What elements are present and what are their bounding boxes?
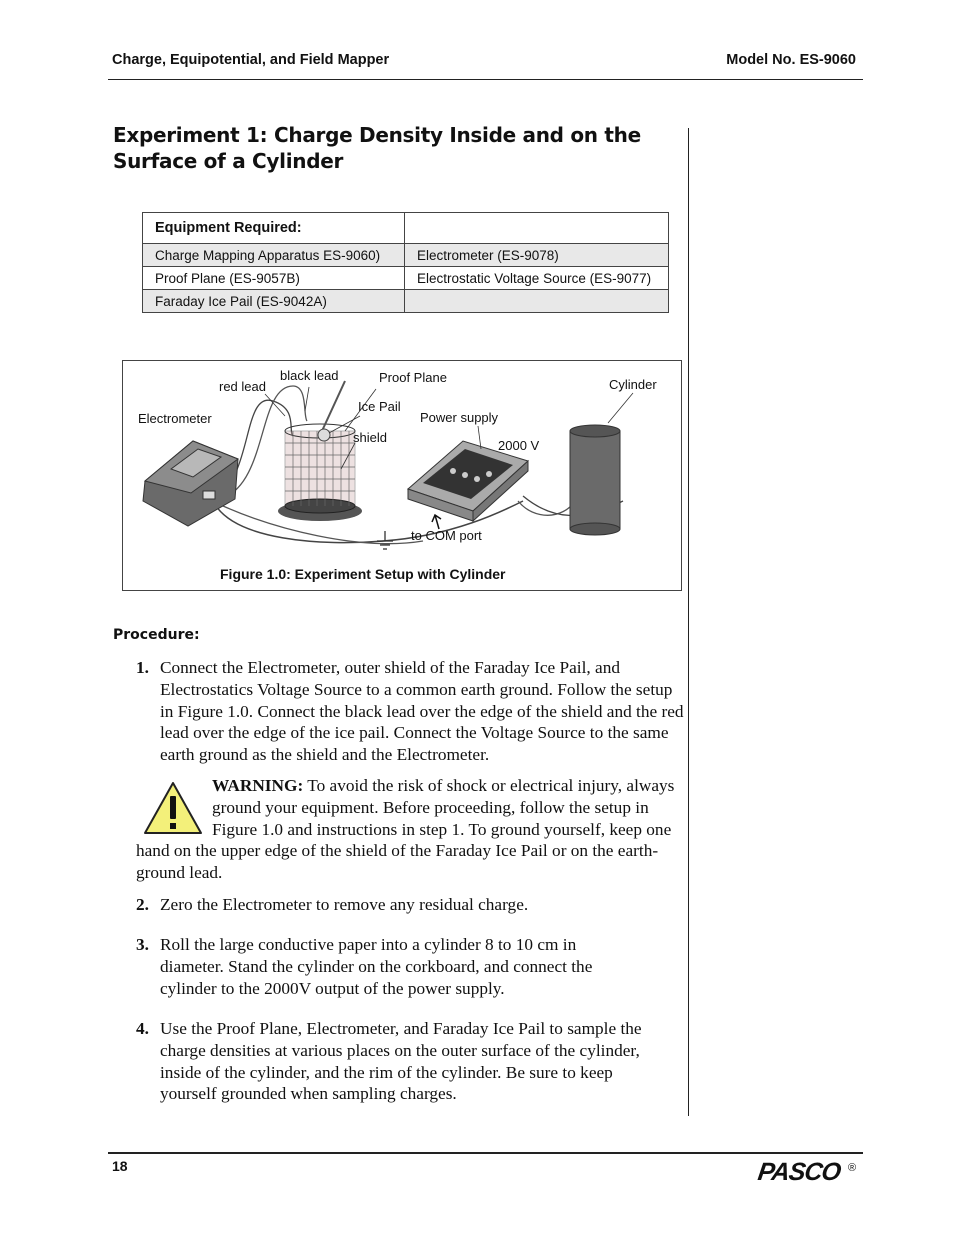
table-row bbox=[143, 290, 669, 313]
cylinder-label: Cylinder bbox=[609, 377, 657, 392]
table-cell: Charge Mapping Apparatus ES-9060) bbox=[143, 244, 405, 267]
warning-label: WARNING: bbox=[212, 776, 304, 795]
warning-icon bbox=[142, 780, 204, 836]
com-port-label: to COM port bbox=[411, 528, 482, 543]
ice-pail bbox=[278, 381, 362, 521]
pasco-logo: PASCO bbox=[756, 1158, 843, 1186]
paper-cylinder bbox=[570, 425, 620, 535]
equipment-table bbox=[142, 212, 669, 313]
experiment-title: Experiment 1: Charge Density Inside and on the Surface of a Cylinder bbox=[113, 123, 641, 173]
ice-pail-label: Ice Pail bbox=[358, 399, 401, 414]
step-text: Zero the Electrometer to remove any residual charge. bbox=[160, 895, 529, 914]
step-text: Roll the large conductive paper into a cylinder 8 to 10 cm in diameter. Stand the cylinder on the corkboard, and connect the cylinder to the 2000V output of the power supply. bbox=[160, 935, 593, 998]
table-cell: Electrostatic Voltage Source (ES-9077) bbox=[405, 267, 669, 290]
table-cell: Proof Plane (ES-9057B) bbox=[143, 267, 405, 290]
step-number: 3. bbox=[136, 935, 149, 954]
step-number: 1. bbox=[136, 658, 149, 677]
black-lead-label: black lead bbox=[280, 368, 339, 383]
warning-text: To avoid the risk of shock or electrical injury, always ground your equipment. Before proceeding, follow the setup in Figure 1.0 and instructions in step 1. To ground yourself, keep one hand on the upper edge of the shield of the Faraday Ice Pail or on the earth-ground lead. bbox=[136, 776, 675, 883]
power-supply-device bbox=[408, 441, 528, 521]
step-text: Connect the Electrometer, outer shield of the Faraday Ice Pail, and Electrostatics Voltage Source to a common earth ground. Follow the setup in Figure 1.0. Connect the black lead over the edge of the shield and the red lead over the edge of the ice pail. Connect the Voltage Source to the same earth ground as the shield and the Electrometer. bbox=[160, 658, 684, 765]
equipment-header-row bbox=[143, 213, 669, 244]
table-cell bbox=[405, 290, 669, 313]
header-rule bbox=[108, 79, 863, 80]
experiment-setup-figure bbox=[122, 360, 682, 591]
step-number: 2. bbox=[136, 895, 149, 914]
red-lead-label: red lead bbox=[219, 379, 266, 394]
shield-label: shield bbox=[353, 430, 387, 445]
equipment-header-empty bbox=[405, 213, 669, 244]
power-supply-label: Power supply bbox=[420, 410, 499, 425]
procedure-heading: Procedure: bbox=[113, 627, 200, 643]
table-row bbox=[143, 267, 669, 290]
equipment-header: Equipment Required: bbox=[143, 213, 405, 244]
registered-mark: ® bbox=[848, 1162, 857, 1174]
electrometer-label: Electrometer bbox=[138, 411, 212, 426]
page-number: 18 bbox=[112, 1158, 128, 1174]
electrometer-device bbox=[143, 441, 238, 526]
footer-rule bbox=[108, 1152, 863, 1154]
table-cell: Electrometer (ES-9078) bbox=[405, 244, 669, 267]
proof-plane-label: Proof Plane bbox=[379, 370, 447, 385]
figure-caption: Figure 1.0: Experiment Setup with Cylinder bbox=[220, 566, 506, 582]
margin-rule bbox=[688, 128, 689, 1116]
table-cell: Faraday Ice Pail (ES-9042A) bbox=[143, 290, 405, 313]
warning-note bbox=[136, 775, 676, 884]
step-number: 4. bbox=[136, 1019, 149, 1038]
running-header-model: Model No. ES-9060 bbox=[726, 52, 856, 68]
table-row bbox=[143, 244, 669, 267]
voltage-label: 2000 V bbox=[498, 438, 540, 453]
step-text: Use the Proof Plane, Electrometer, and Faraday Ice Pail to sample the charge densities at various places on the outer surface of the cylinder, inside of the cylinder, and the rim of the cylinder. Be sure to keep yourself grounded when sampling charges. bbox=[160, 1019, 642, 1104]
running-header-title: Charge, Equipotential, and Field Mapper bbox=[112, 52, 390, 68]
setup-illustration bbox=[123, 361, 681, 590]
